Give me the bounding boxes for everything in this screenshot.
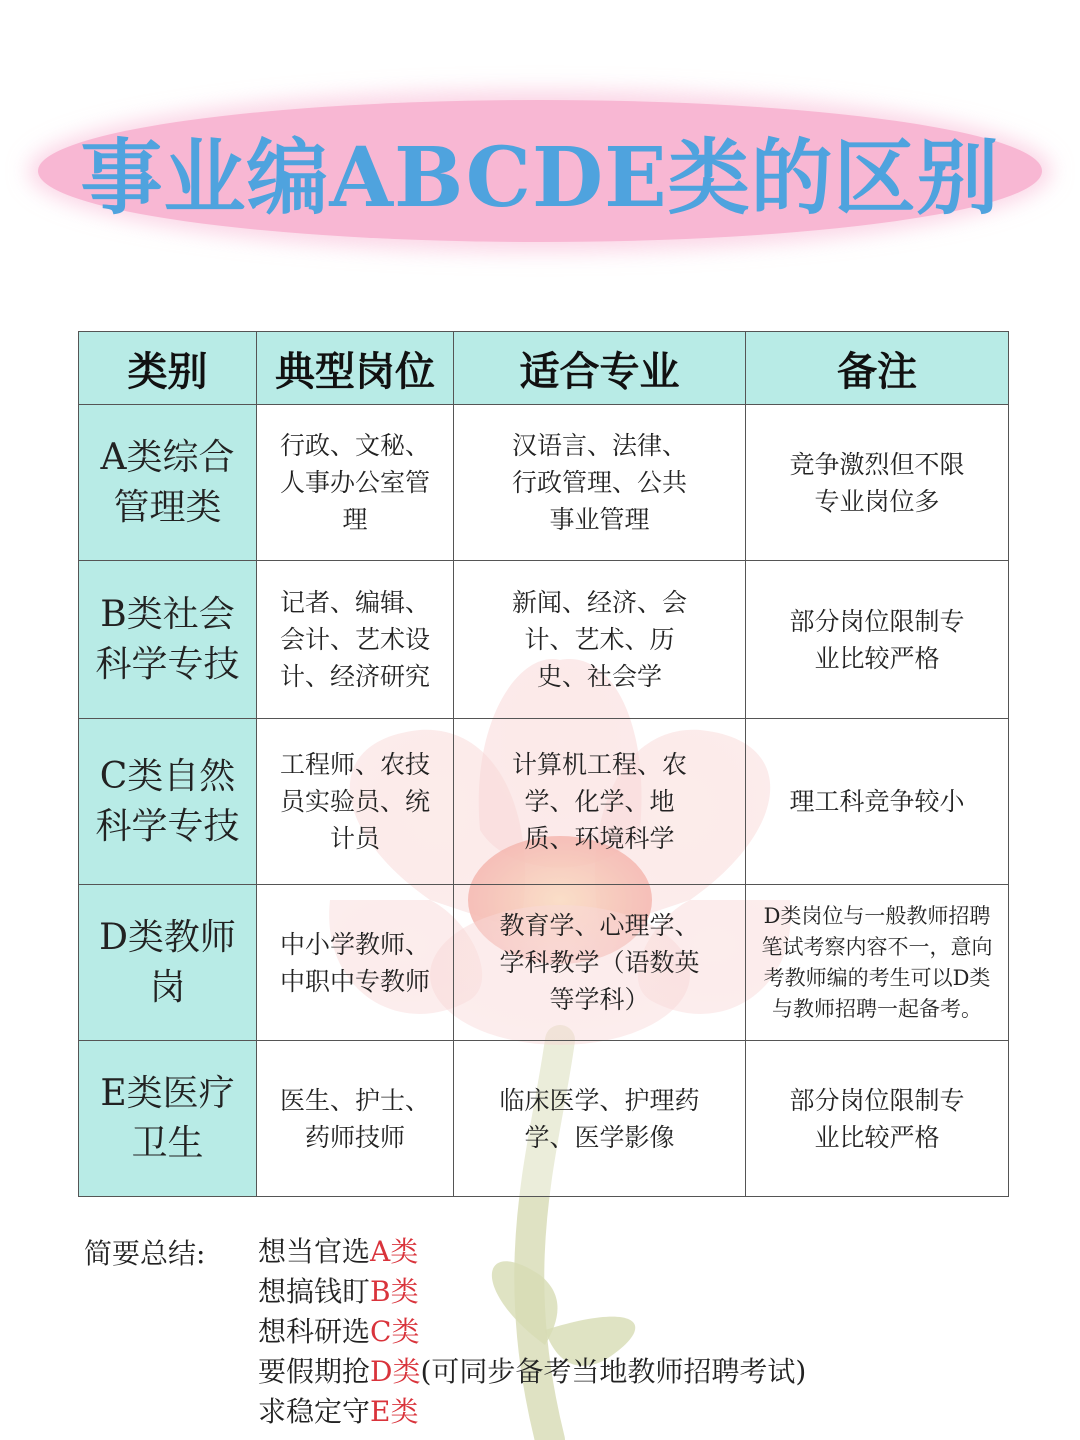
cell-line: 新闻、经济、会 [511, 588, 687, 617]
category-cell [79, 719, 257, 885]
header-notes: 备注 [746, 332, 1009, 405]
majors-cell [454, 561, 746, 719]
comparison-table [78, 331, 1009, 1197]
cell-line: 中小学教师、 [279, 929, 430, 959]
category-cell [79, 405, 257, 561]
category-cell [79, 885, 257, 1041]
cell-line: 竞争激烈但不限 [789, 449, 965, 479]
summary-line [258, 1232, 806, 1272]
notes-cell [746, 719, 1009, 885]
cell-line: 岗 [149, 966, 186, 1008]
summary-accent: E类 [370, 1395, 419, 1428]
cell-line: 理 [342, 505, 368, 534]
cell-line: 学、化学、地 [524, 787, 675, 816]
table-row [79, 405, 1009, 561]
summary-accent: B类 [370, 1275, 419, 1308]
summary-prefix: 想当官选 [258, 1235, 371, 1268]
cell-line: 科学专技 [95, 643, 240, 685]
cell-line: 学科教学（语数英 [499, 948, 700, 977]
cell-line: 工程师、农技 [279, 750, 430, 779]
cell-line: 临床医学、护理药 [499, 1085, 700, 1115]
summary-line [258, 1272, 806, 1312]
summary-label: 简要总结: [84, 1237, 206, 1270]
table-header-row [79, 332, 1009, 405]
summary-accent: C类 [370, 1315, 420, 1348]
summary-prefix: 要假期抢 [258, 1355, 371, 1388]
cell-line: 中职中专教师 [279, 966, 430, 996]
cell-line: 科学专技 [95, 805, 240, 847]
summary-prefix: 求稳定守 [258, 1395, 371, 1428]
notes-cell [746, 405, 1009, 561]
posts-cell [257, 1041, 454, 1197]
table-row [79, 719, 1009, 885]
notes-cell [746, 561, 1009, 719]
cell-line: 员实验员、统 [279, 787, 430, 816]
notes-cell [746, 1041, 1009, 1197]
summary-accent: D类 [370, 1355, 421, 1388]
cell-line: 卫生 [131, 1122, 204, 1164]
majors-cell [454, 719, 746, 885]
cell-line: 业比较严格 [814, 643, 940, 673]
cell-line: 与教师招聘一起备考。 [772, 996, 982, 1021]
cell-line: A类综合 [100, 436, 235, 478]
header-category: 类别 [79, 332, 257, 405]
posts-cell [257, 719, 454, 885]
cell-line: 部分岗位限制专 [789, 606, 965, 636]
header-typical-posts: 典型岗位 [257, 332, 454, 405]
cell-line: 教育学、心理学、 [499, 911, 700, 940]
table-row [79, 885, 1009, 1041]
cell-line: 行政、文秘、 [279, 431, 430, 460]
majors-cell [454, 885, 746, 1041]
cell-line: 史、社会学 [536, 662, 662, 691]
cell-line: 考教师编的考生可以D类 [763, 965, 991, 990]
cell-line: 部分岗位限制专 [789, 1085, 965, 1115]
notes-cell [746, 885, 1009, 1041]
cell-line: 记者、编辑、 [279, 588, 430, 617]
cell-line: 学、医学影像 [524, 1122, 675, 1152]
summary-accent: A类 [370, 1235, 419, 1268]
summary-suffix: (可同步备考当地教师招聘考试) [420, 1355, 807, 1388]
table-row [79, 561, 1009, 719]
cell-line: 计、艺术、历 [524, 625, 675, 654]
cell-line: 计、经济研究 [279, 662, 430, 691]
page-title: 事业编ABCDE类的区别 [80, 129, 1000, 226]
summary-line [258, 1312, 806, 1352]
cell-line: B类社会 [100, 593, 235, 635]
majors-cell [454, 1041, 746, 1197]
cell-line: 会计、艺术设 [279, 625, 430, 654]
posts-cell [257, 885, 454, 1041]
cell-line: E类医疗 [100, 1072, 235, 1114]
cell-line: 质、环境科学 [524, 824, 675, 853]
cell-line: 等学科） [549, 985, 650, 1014]
cell-line: 笔试考察内容不一，意向 [761, 934, 993, 959]
table-row [79, 1041, 1009, 1197]
posts-cell [257, 561, 454, 719]
cell-line: 业比较严格 [814, 1122, 940, 1152]
cell-line: 专业岗位多 [814, 486, 940, 516]
category-cell [79, 1041, 257, 1197]
posts-cell [257, 405, 454, 561]
summary-prefix: 想科研选 [258, 1315, 371, 1348]
cell-line: 行政管理、公共 [511, 468, 687, 497]
header-suitable-majors: 适合专业 [454, 332, 746, 405]
cell-line: 事业管理 [549, 505, 650, 534]
majors-cell [454, 405, 746, 561]
cell-line: 人事办公室管 [279, 468, 430, 497]
cell-line: D类教师 [99, 916, 236, 958]
cell-line: C类自然 [99, 755, 236, 797]
cell-line: 计算机工程、农 [511, 750, 687, 779]
category-cell [79, 561, 257, 719]
cell-line: 管理类 [113, 486, 222, 528]
summary-prefix: 想搞钱盯 [258, 1275, 371, 1308]
cell-line: D类岗位与一般教师招聘 [763, 903, 991, 928]
summary-line [258, 1352, 806, 1392]
cell-line: 汉语言、法律、 [511, 431, 687, 460]
cell-line: 药师技师 [304, 1122, 405, 1152]
summary-list [258, 1232, 806, 1432]
summary-line [258, 1392, 806, 1432]
cell-line: 计员 [329, 824, 380, 853]
cell-line: 理工科竞争较小 [789, 787, 965, 816]
cell-line: 医生、护士、 [279, 1085, 430, 1115]
